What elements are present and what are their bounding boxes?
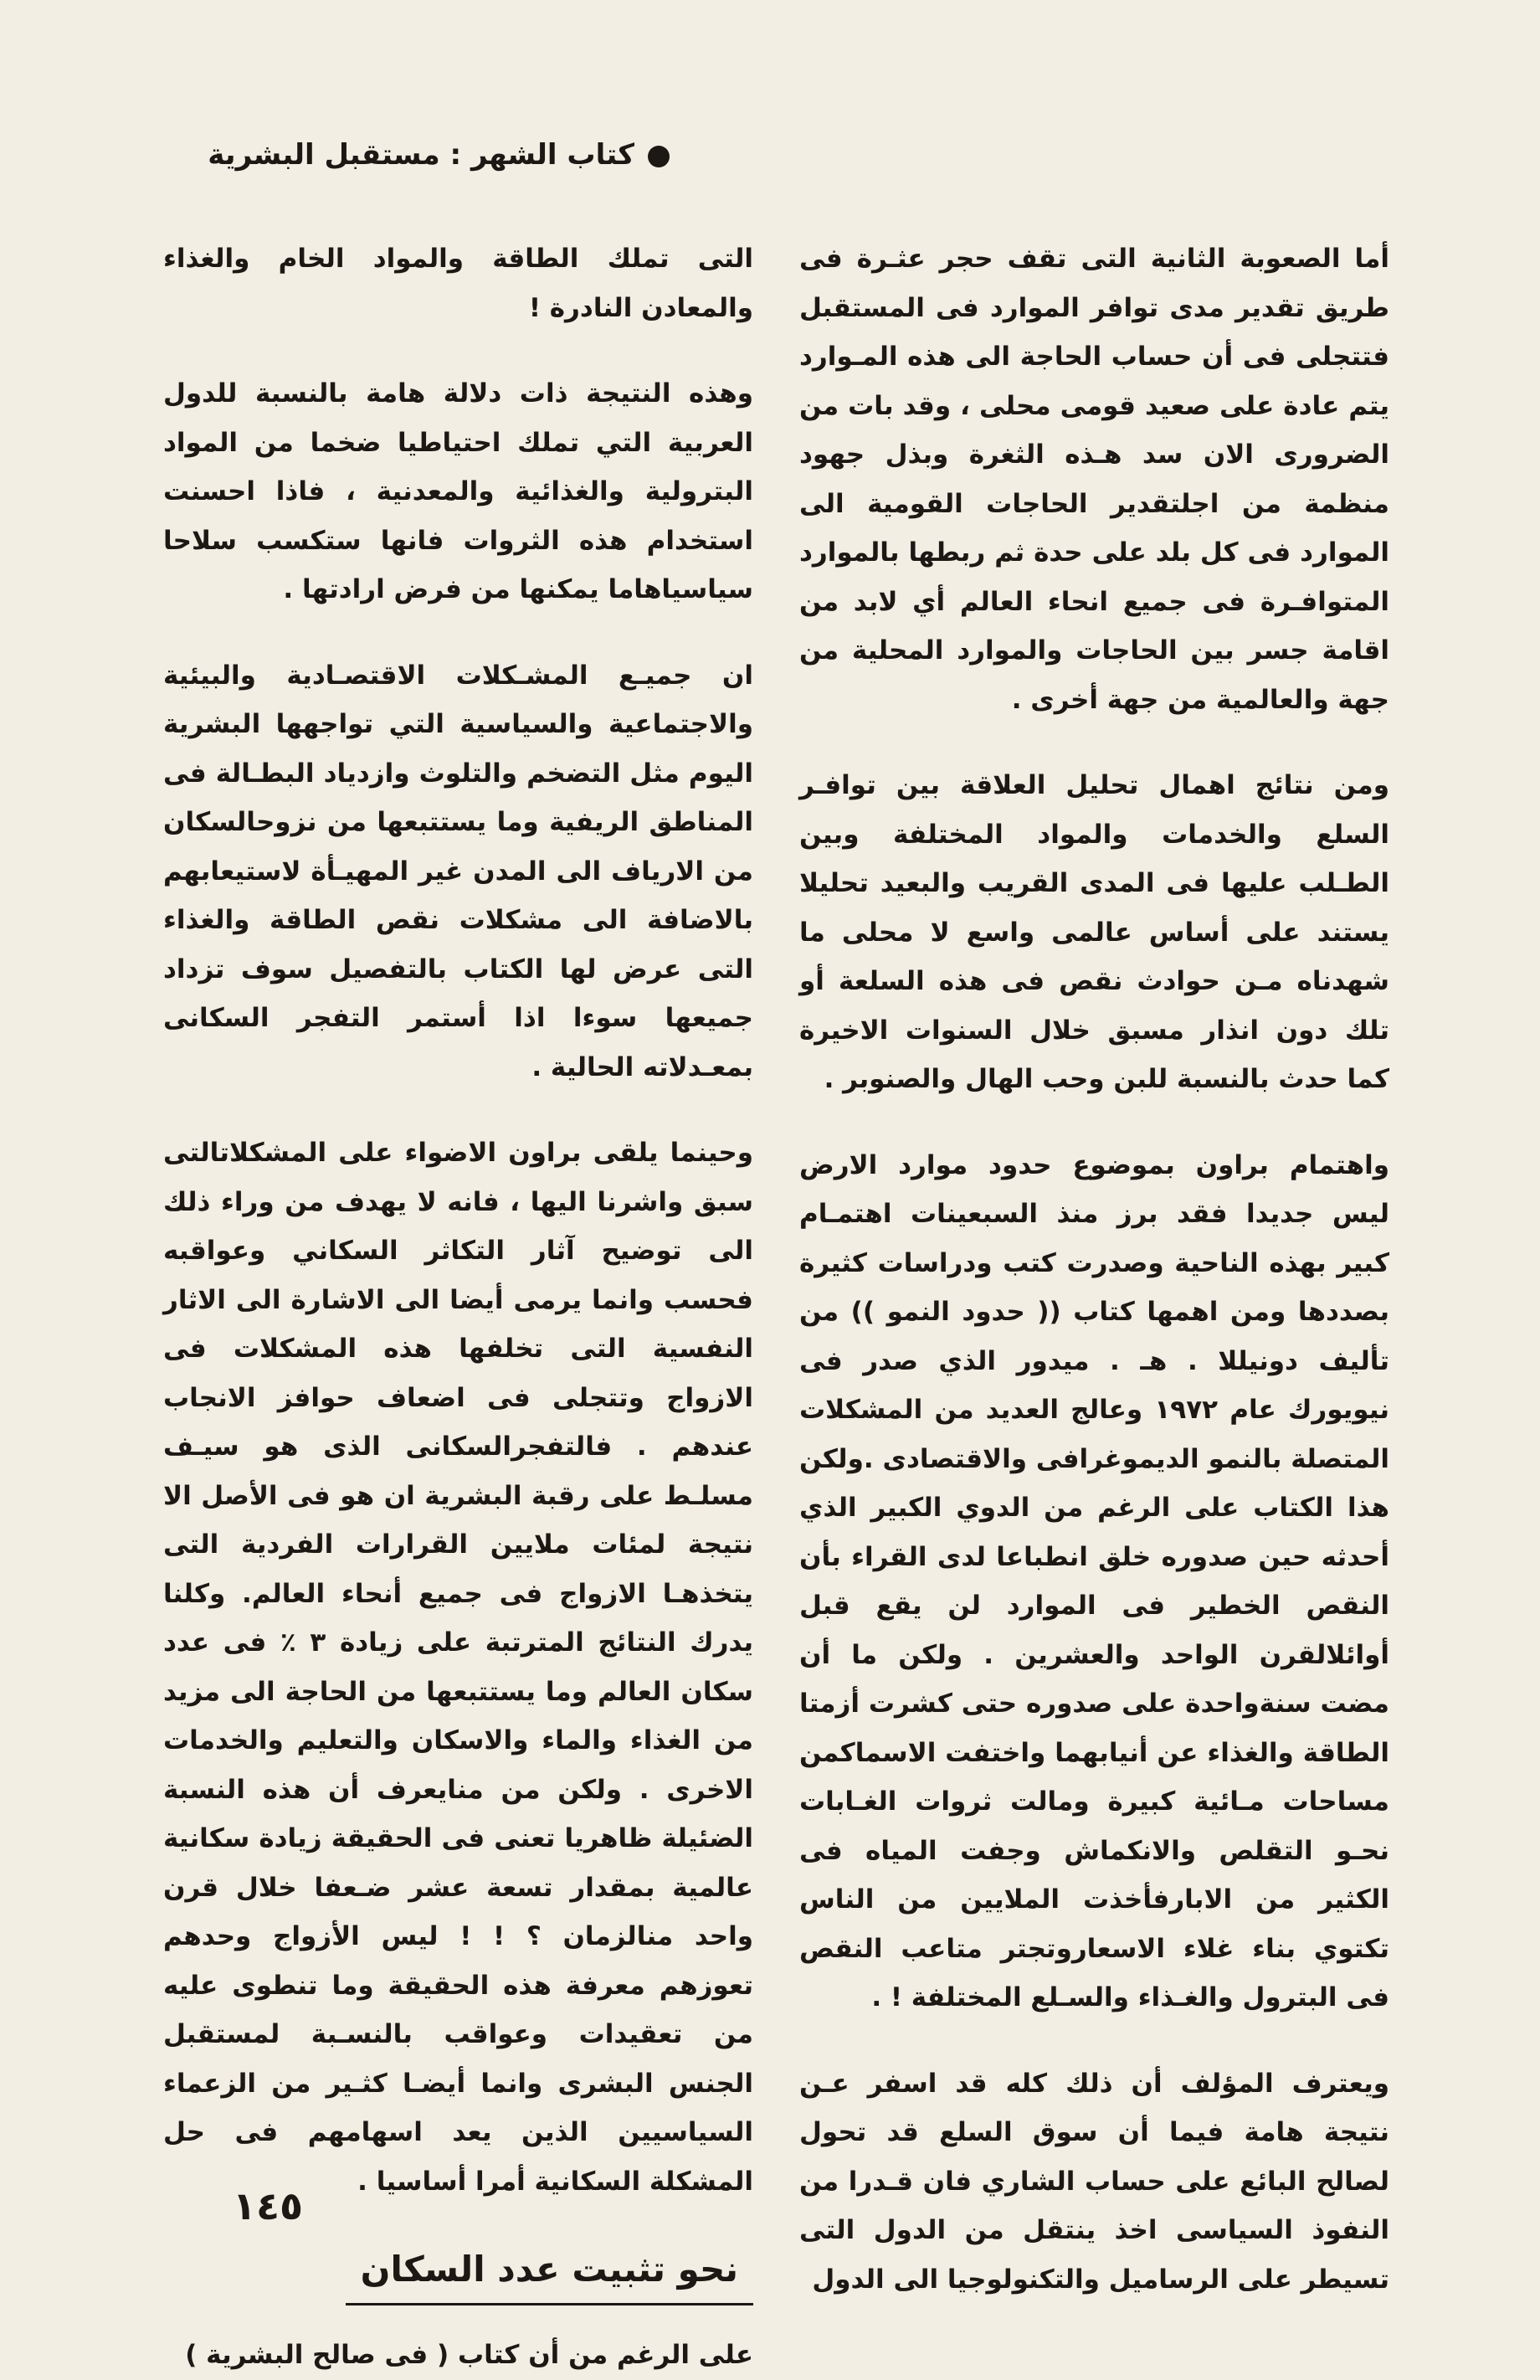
paragraph: وحينما يلقى براون الاضواء على المشكلاتالتى سبق واشرنا اليها ، فانه لا يهدف من وراء ذلك الى توضيح آثار التكاثر السكاني وعواقبه فحسب وانما يرمى أيضا الى الاشارة الى الاثار النفسية التى تخلفها هذه المشكلات فى الازواج وتتجلى فى اضعاف حوافز الانجاب عندهم . فالتفجرالسكانى الذى هو سيـف مسلـط على رقبة البشرية ان هو فى الأصل الا نتيجة لمئات ملايين القرارات الفردية التى يتخذهـا الازواج فى جميع أنحاء العالم. وكلنا يدرك النتائج المترتبة على زيادة ٣ ٪ فى عدد سكان العالم وما يستتبعها من الحاجة الى مزيد من الغذاء والماء والاسكان والتعليم والخدمات الاخرى . ولكن من منايعرف أن هذه النسبة الضئيلة ظاهريا تعنى فى الحقيقة زيادة سكانية عالمية بمقدار تسعة عشر ضـعفا خلال قرن واحد منالزمان ؟ ! ! ليس الأزواج وحدهم تعوزهم معرفة هذه الحقيقة وما تنطوى عليه من تعقيدات وعواقب بالنسـبة لمستقبل الجنس البشرى وانما أيضـا كثـير من الزعماء السياسيين الذين يعد اسهامهم فى حل المشكلة السكانية أمرا أساسيا . (163, 1138, 754, 2197)
paragraph: ويعترف المؤلف أن ذلك كله قد اسفر عـن نتيجة هامة فيما أن سوق السلع قد تحول لصالح البائع على حساب الشاري فان قـدرا من النفوذ السياسى اخذ ينتقل من الدول التى تسيطر على الرساميل والتكنولوجيا الى الدول (799, 2068, 1389, 2295)
right-column (799, 234, 1389, 2304)
paragraph: وهذه النتيجة ذات دلالة هامة بالنسبة للدول العربية التي تملك احتياطيا ضخما من المواد البترولية والغذائية والمعدنية ، فاذا احسنت استخدام هذه الثروات فانها ستكسب سلاحا سياسياهاما يمكنها من فرض ارادتها . (163, 378, 753, 604)
bullet-icon (648, 146, 670, 167)
paragraph: واهتمام براون بموضوع حدود موارد الارض ليس جديدا فقد برز منذ السبعينات اهتمـام كبير بهذه الناحية وصدرت كتب ودراسات كثيرة بصددها ومن اهمها كتاب (( حدود النمو )) من تأليف دونيللا . هـ . ميدور الذي صدر فى نيويورك عام ١٩٧٢ وعالج العديد من المشكلات المتصلة بالنمو الديموغرافى والاقتصادى .ولكن هذا الكتاب على الرغم من الدوي الكبير الذي أحدثه حين صدوره خلق انطباعا لدى القراء بأن النقص الخطير فى الموارد لن يقع قبل أوائلالقرن الواحد والعشرين . ولكن ما أن مضت سنةواحدة على صدوره حتى كشرت أزمتا الطاقة والغذاء عن أنيابهما واختفت الاسماكمن مساحات مـائية كبيرة ومالت ثروات الغـابات نحـو التقلص والانكماش وجفت المياه فى الكثير من الابارفأخذت الملايين من الناس تكتوي بناء غلاء الاسعاروتجتر متاعب النقص فى البترول والغـذاء والسـلع المختلفة ! . (799, 1149, 1390, 2012)
page-number: ١٤٥ (232, 2183, 304, 2228)
paragraph: ان جميـع المشـكلات الاقتصـادية والبيئية والاجتماعية والسياسية التي تواجهها البشرية اليوم مثل التضخم والتلوث وازدياد البطـالة فى المناطق الريفية وما يستتبعها من نزوحالسكان من الارياف الى المدن غير المهيـأة لاستيعابهم بالاضافة الى مشكلات نقص الطاقة والغذاء التى عرض لها الكتاب بالتفصيل سوف تزداد جميعها سوءا اذا أستمر التفجر السكانى بمعـدلاته الحالية . (163, 660, 753, 1082)
section-heading (163, 2243, 753, 2305)
paragraph: على الرغم من أن كتاب ( فى صالح البشرية ) (185, 2340, 753, 2370)
running-header (201, 134, 670, 176)
paragraph: التى تملك الطاقة والمواد الخام والغذاء والمعادن النادرة ! (163, 244, 753, 323)
paragraph: ومن نتائج اهمال تحليل العلاقة بين توافـر السلع والخدمات والمواد المختلفة وبين الطـلب عليها فى المدى القريب والبعيد تحليلا يستند على أساس عالمى واسع لا محلى ما شهدناه مـن حوادث نقص فى هذه السلعة أو تلك دون انذار مسبق خلال السنوات الاخيرة كما حدث بالنسبة للبن وحب الهال والصنوبر . (799, 770, 1389, 1094)
left-column (163, 234, 753, 2380)
paragraph: أما الصعوبة الثانية التى تقف حجر عثـرة فى طريق تقدير مدى توافر الموارد فى المستقبل فتتجلى فى أن حساب الحاجة الى هذه المـوارد يتم عادة على صعيد قومى محلى ، وقد بات من الضرورى الان سد هـذه الثغرة وبذل جهود منظمة من اجلتقدير الحاجات القومية الى الموارد فى كل بلد على حدة ثم ربطها بالموارد المتوافـرة فى جميع انحاء العالم أي لابد من اقامة جسر بين الحاجات والموارد المحلية من جهة والعالمية من جهة أخرى . (799, 244, 1389, 715)
running-header-title: كتاب الشهر : مستقبل البشرية (208, 138, 634, 172)
section-heading-text: نحو تثبيت عدد السكان (346, 2243, 753, 2305)
